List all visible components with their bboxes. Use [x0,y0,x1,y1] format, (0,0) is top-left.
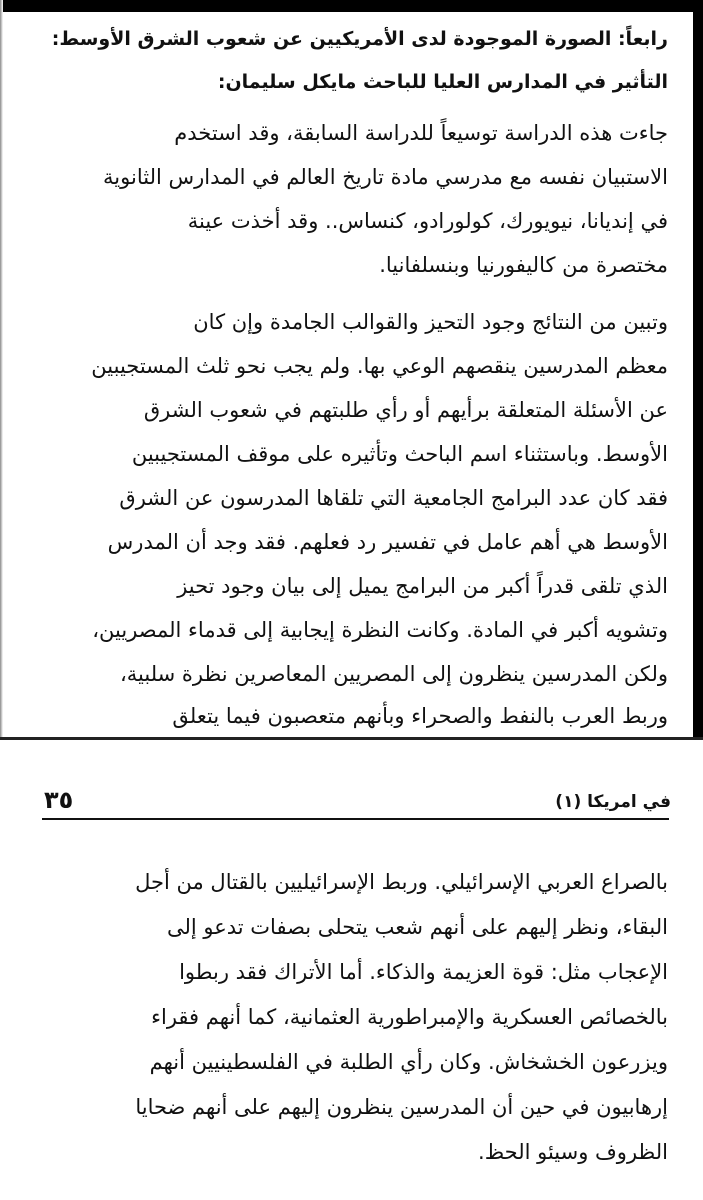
paragraph-2-line-4: الأوسط. وباستثناء اسم الباحث وتأثيره على موقف المستجيبين [131,442,668,466]
section-heading-line-2: التأثير في المدارس العليا للباحث مايكل سليمان: [217,71,668,93]
paragraph-1-line-3: في إنديانا، نيويورك، كولورادو، كنساس.. وقد أخذت عينة [187,209,668,233]
paragraph-1-line-1: جاءت هذه الدراسة توسيعاً للدراسة السابقة، وقد استخدم [174,121,668,145]
paragraph-2-line-3: عن الأسئلة المتعلقة برأيهم أو رأي طلبتهم في شعوب الشرق [143,398,668,422]
page-number: ٣٥ [44,786,74,814]
paragraph-2-line-7: الذي تلقى قدراً أكبر من البرامج يميل إلى بيان وجود تحيز [177,574,668,598]
paragraph-2-line-8: وتشويه أكبر في المادة. وكانت النظرة إيجابية إلى قدماء المصريين، [92,618,668,642]
paragraph-2-line-1: وتبين من النتائج وجود التحيز والقوالب الجامدة وإن كان [193,310,668,334]
paragraph-3-line-7: الظروف وسيئو الحظ. [478,1140,668,1164]
paragraph-1-line-4: مختصرة من كاليفورنيا وبنسلفانيا. [379,253,668,277]
paragraph-3-line-1: بالصراع العربي الإسرائيلي. وربط الإسرائيليين بالقتال من أجل [135,870,668,894]
paragraph-2-line-6: الأوسط هي أهم عامل في تفسير رد فعلهم. فقد وجد أن المدرس [107,530,668,554]
paragraph-2-line-5: فقد كان عدد البرامج الجامعية التي تلقاها المدرسون عن الشرق [119,486,668,510]
paragraph-3-line-3: الإعجاب مثل: قوة العزيمة والذكاء. أما الأتراك فقد ربطوا [179,960,668,984]
scan-right-border [693,0,703,738]
scan-top-border [0,0,703,12]
running-footer-title: في امريكا (١) [555,792,671,812]
paragraph-1-line-2: الاستبيان نفسه مع مدرسي مادة تاريخ العالم في المدارس الثانوية [103,165,668,189]
paragraph-2-line-2: معظم المدرسين ينقصهم الوعي بها. ولم يجب نحو ثلث المستجيبين [91,354,668,378]
paragraph-2-line-9: ولكن المدرسين ينظرون إلى المصريين المعاصرين نظرة سلبية، [119,662,668,686]
footer-rule [42,818,669,820]
paragraph-3-line-6: إرهابيون في حين أن المدرسين ينظرون إليهم على أنهم ضحايا [135,1095,668,1119]
paragraph-3-line-2: البقاء، ونظر إليهم على أنهم شعب يتحلى بصفات تدعو إلى [166,915,668,939]
paragraph-2-line-10: وربط العرب بالنفط والصحراء وبأنهم متعصبون فيما يتعلق [172,704,668,728]
section-heading-line-1: رابعاً: الصورة الموجودة لدى الأمريكيين عن شعوب الشرق الأوسط: [51,28,668,50]
paragraph-3-line-5: ويزرعون الخشخاش. وكان رأي الطلبة في الفلسطينيين أنهم [149,1050,668,1074]
paragraph-3-line-4: بالخصائص العسكرية والإمبراطورية العثمانية، كما أنهم فقراء [151,1005,668,1029]
